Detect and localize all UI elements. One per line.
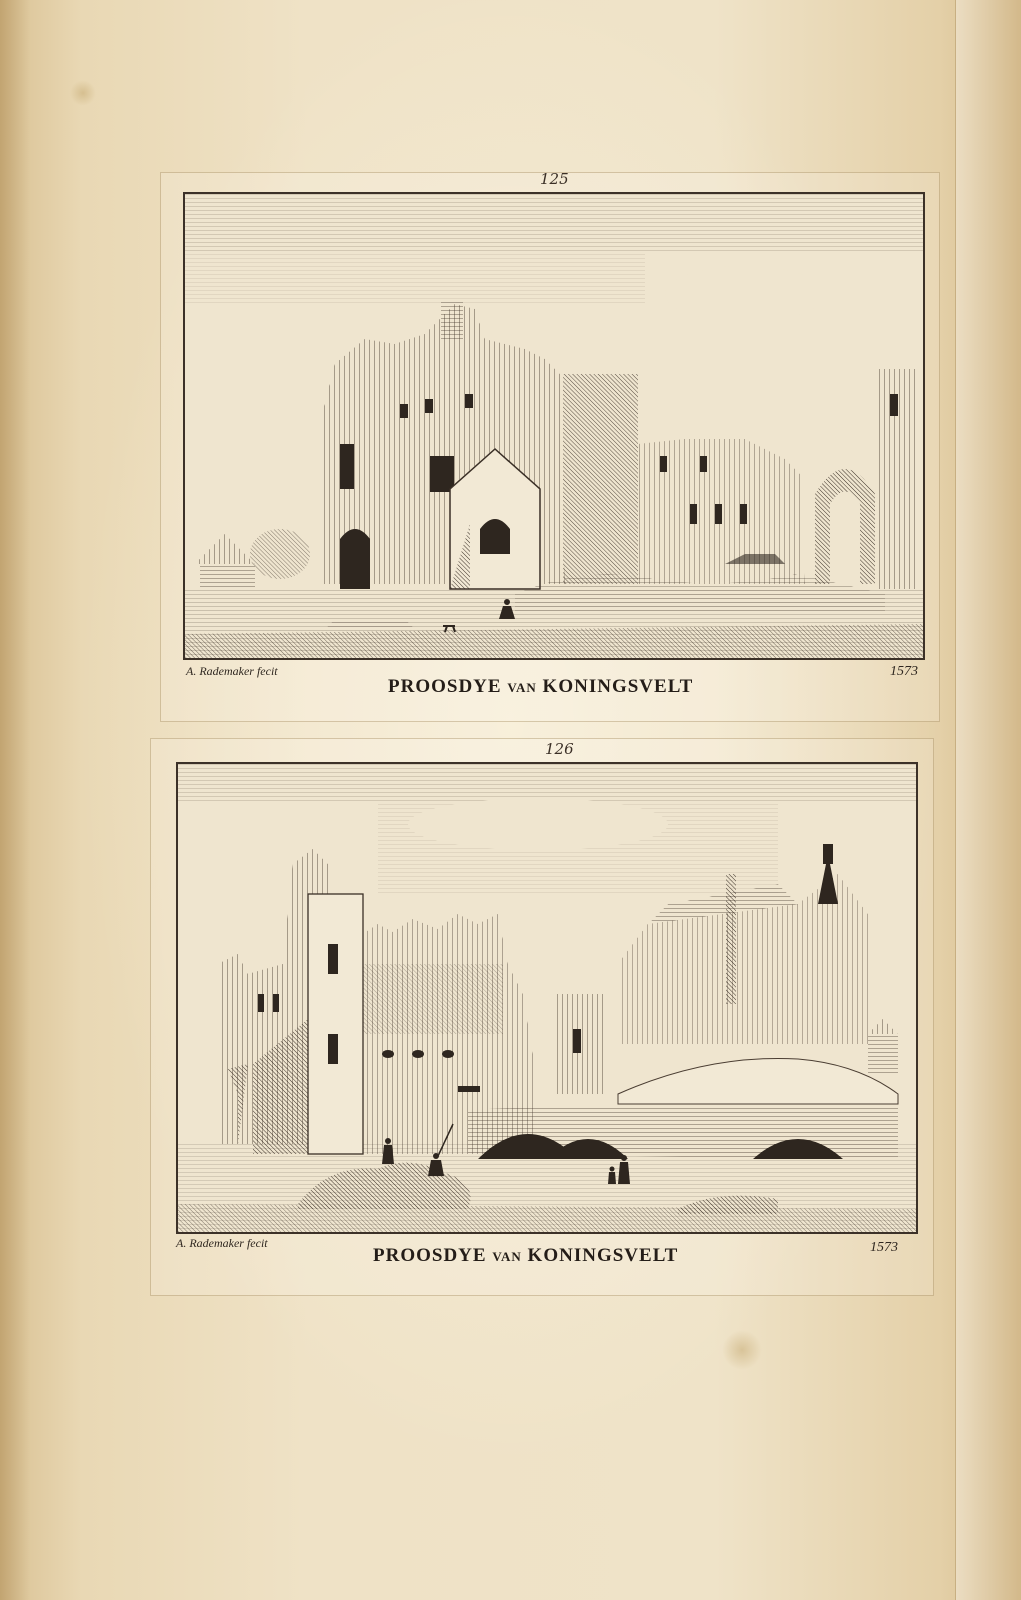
engraving-bottom: [176, 762, 918, 1234]
engraving-top: [183, 192, 925, 660]
foxing-stain: [722, 1330, 762, 1370]
plate-year: 1573: [870, 1240, 898, 1255]
engraving-ruins-illustration: [178, 764, 916, 1232]
plate-title: PROOSDYE van KONINGSVELT: [373, 1245, 679, 1266]
plate-year: 1573: [890, 664, 918, 679]
foxing-stain: [70, 80, 96, 106]
plate-number: 125: [540, 170, 569, 188]
paper-fold-edge: [955, 0, 1021, 1600]
engraving-ruins-illustration: [185, 194, 923, 658]
artist-signature: A. Rademaker fecit: [186, 664, 278, 678]
artist-signature: A. Rademaker fecit: [176, 1236, 268, 1250]
plate-number: 126: [545, 740, 574, 758]
plate-title: PROOSDYE van KONINGSVELT: [388, 676, 694, 697]
